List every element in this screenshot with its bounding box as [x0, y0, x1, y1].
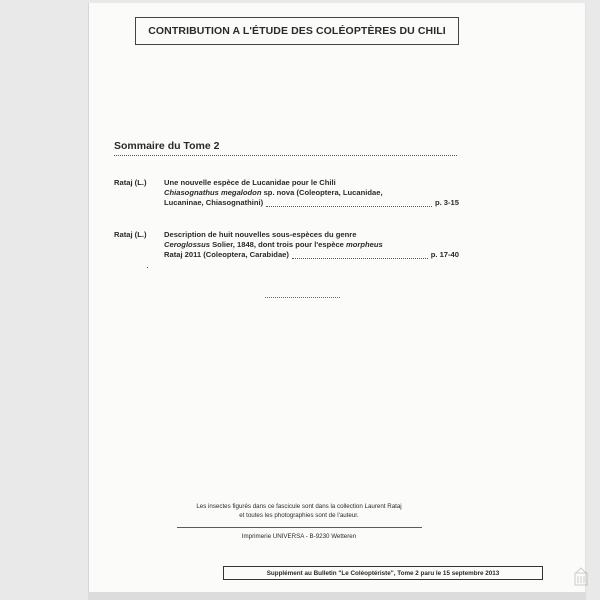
entry-line-rest: sp. nova (Coleoptera, Lucanidae, [261, 188, 383, 198]
document-page [88, 3, 586, 592]
entry-text [164, 178, 459, 209]
entry-line-rest: Solier, 1848, dont trois pour l'espèce [210, 240, 347, 250]
entry-line: Lucaninae, Chiasognathini) [164, 198, 264, 208]
entry-author: Rataj (L.) [114, 178, 147, 187]
entry-last-line [164, 198, 459, 208]
printer-line: Imprimerie UNIVERSA - B-9230 Wetteren [241, 533, 357, 540]
seal-icon [573, 567, 589, 587]
entry-last-line [164, 250, 459, 260]
dot-leader [292, 258, 428, 259]
entry-line [164, 188, 459, 198]
species-name: Chiasognathus megalodon [164, 188, 262, 198]
species-name: morpheus [346, 240, 383, 250]
entry-pages: p. 17-40 [430, 250, 459, 260]
genus-name: Ceroglossus [164, 240, 210, 250]
entry-text [164, 230, 459, 261]
bulletin-box: Supplément au Bulletin "Le Coléoptériste", Tome 2 paru le 15 septembre 2013 [223, 566, 543, 580]
summary-heading: Sommaire du Tome 2 [114, 140, 457, 156]
entry-line: Rataj 2011 (Coleoptera, Carabidae) [164, 250, 289, 260]
entry-line [164, 240, 459, 250]
entry-author: Rataj (L.) [114, 230, 147, 239]
entry-line: Description de huit nouvelles sous-espèces du genre [164, 230, 357, 239]
green-divider [177, 527, 422, 528]
collection-line: et toutes les photographies sont de l'auteur. [239, 511, 359, 519]
dotted-separator [265, 297, 340, 298]
dot-leader [266, 206, 432, 207]
collection-note [169, 503, 429, 520]
entry-line: Une nouvelle espèce de Lucanidae pour le Chili [164, 178, 336, 187]
page-title: CONTRIBUTION A L'ÉTUDE DES COLÉOPTÈRES DU CHILI [135, 17, 459, 45]
page-shadow [88, 592, 586, 600]
entry-pages: p. 3-15 [434, 198, 459, 208]
collection-line: Les insectes figurés dans ce fascicule sont dans la collection Laurent Rataj [196, 503, 402, 510]
stray-mark: · [146, 262, 149, 272]
